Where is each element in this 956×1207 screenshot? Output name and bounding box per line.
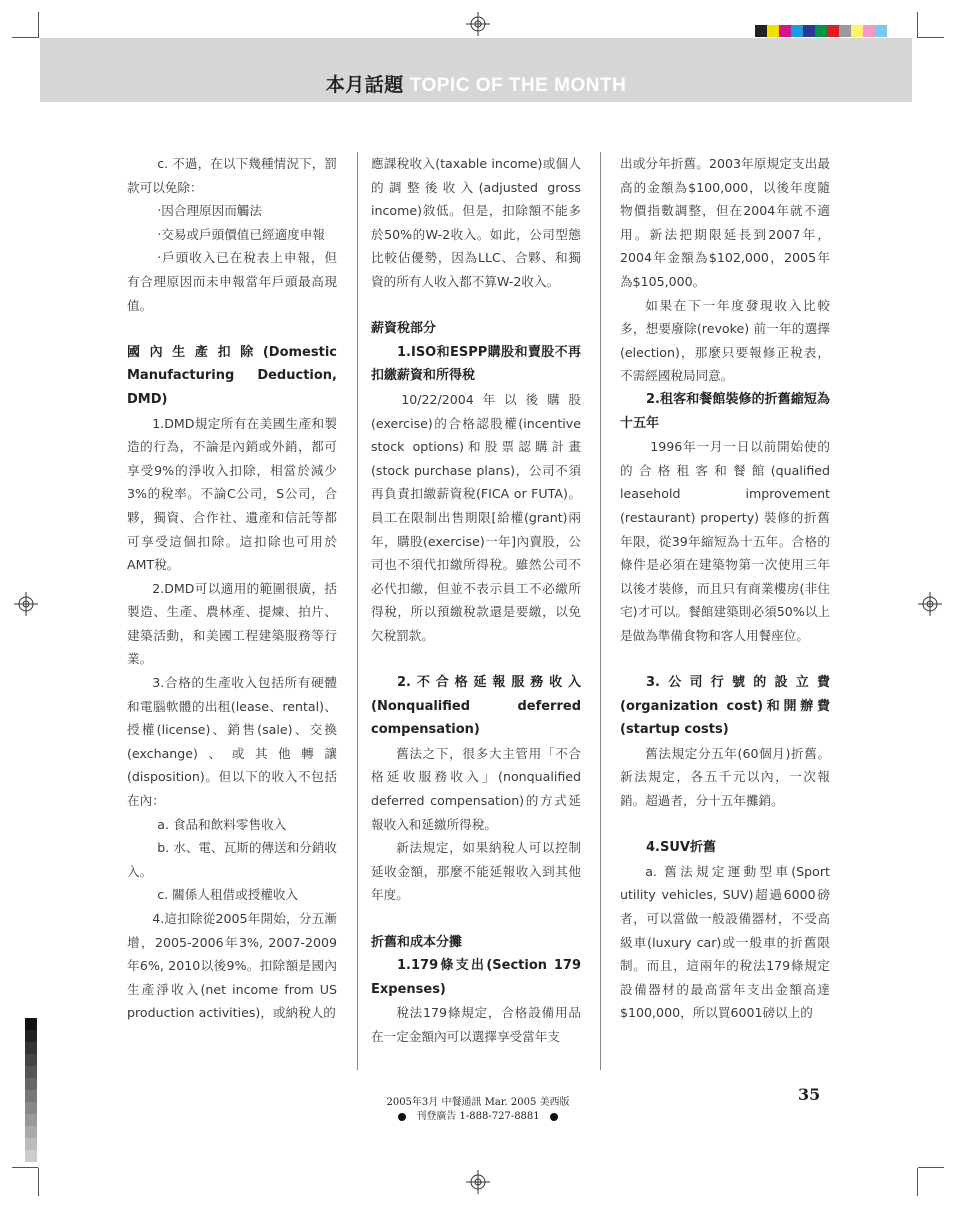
color-swatch <box>851 25 863 37</box>
paragraph-spacer <box>620 813 830 837</box>
paragraph: a. 食品和飲料零售收入 <box>157 816 287 832</box>
paragraph: 4.這扣除從2005年開始，分五漸增，2005-2006年3%, 2007-2009年6%, 2010以後9%。扣除額是國內生產淨收入(net income from US production activities)，或納稅人的 <box>127 911 337 1021</box>
paragraph: 應課稅收入(taxable income)或個人的調整後收入(adjusted gross income)敘低。但是，扣除額不能多於50%的W-2收入。如此，公司型態比較佔優勢，因為LLC、合夥、和獨資的所有人收入都不算W-2收入。 <box>371 156 581 289</box>
paragraph: 如果在下一年度發現收入比較多，想要廢除(revoke) 前一年的選擇(election)，那麼只要報修正稅表，不需經國稅局同意。 <box>620 297 830 384</box>
color-swatch <box>803 25 815 37</box>
section-title <box>40 70 912 97</box>
paragraph: 1996年一月一日以前開始使的的合格租客和餐館(qualified leasehold improvement (restaurant) property) 裝修的折舊年限，從39年縮短為十五年。合格的條件是必須在建築物第一次使用三年以後才裝修，而且只有商業樓房(非住宅)才可以。餐館建築則必須50%以上是做為準備食物和客人用餐座位。 <box>620 439 830 643</box>
section-heading: 折舊和成本分攤 <box>371 934 463 950</box>
page-number: 35 <box>798 1085 821 1104</box>
color-swatch <box>827 25 839 37</box>
paragraph: 3.合格的生產收入包括所有硬體和電腦軟體的出租(lease、rental)、授權(license)、銷售(sale)、交換(exchange)、或其他轉讓(disposition)。但以下的收入不包括在內： <box>127 675 337 809</box>
article-column-3 <box>620 152 830 1025</box>
paragraph-spacer <box>620 647 830 671</box>
color-calibration-bar <box>755 25 887 37</box>
paragraph: c. 關係人租借或授權收入 <box>157 887 299 903</box>
gray-swatch <box>25 1054 37 1066</box>
column-divider <box>600 152 601 1070</box>
registration-mark-icon <box>466 12 490 36</box>
color-swatch <box>755 25 767 37</box>
registration-mark-icon <box>14 592 38 616</box>
paragraph-spacer <box>127 317 337 341</box>
gray-swatch <box>25 1042 37 1054</box>
bullet-dot-icon <box>398 1113 406 1121</box>
paragraph: a. 舊法規定運動型車(Sport utility vehicles, SUV)超過6000磅者，可以當做一般設備器材，不受高級車(luxury car)或一般車的折舊限制。而且，這兩年的稅法179條規定設備器材的最高當年支出金額高達$100,000，所以買6001磅以上的 <box>620 863 830 1021</box>
section-heading: 1.179條支出(Section 179 Expenses) <box>371 958 581 997</box>
paragraph: 稅法179條規定，合格設備用品在一定金額內可以選擇享受當年支 <box>371 1005 581 1044</box>
registration-mark-icon <box>466 1170 490 1194</box>
paragraph-spacer <box>371 647 581 671</box>
crop-mark <box>38 12 39 38</box>
bullet-dot-icon <box>550 1113 558 1121</box>
gray-swatch <box>25 1066 37 1078</box>
footer-ad-line <box>0 1110 956 1124</box>
color-swatch <box>815 25 827 37</box>
section-heading: 薪資稅部分 <box>371 321 437 337</box>
crop-mark <box>918 37 944 38</box>
paragraph: 舊法規定分五年(60個月)折舊。新法規定，各五千元以內，一次報銷。超過者，分十五年攤銷。 <box>620 745 830 809</box>
paragraph: ‧交易或戶頭價值已經適度申報 <box>157 226 325 242</box>
gray-swatch <box>25 1030 37 1042</box>
crop-mark <box>917 1168 918 1196</box>
color-swatch <box>767 25 779 37</box>
paragraph: 2.DMD可以適用的範圍很廣，括製造、生產、農林產、提煉、拍片、建築活動，和美國工程建築服務等行業。 <box>127 580 337 667</box>
color-swatch <box>791 25 803 37</box>
footer-ad-text: 刊登廣告 1-888-727-8881 <box>416 1111 540 1122</box>
paragraph-spacer <box>371 294 581 318</box>
section-heading: 3.公司行號的設立費(organization cost)和開辦費(startup costs) <box>620 675 830 738</box>
crop-mark <box>918 1167 944 1168</box>
section-title-en: TOPIC OF THE MONTH <box>409 75 627 96</box>
paragraph: 10/22/2004年以後購股(exercise)的合格認股權(incentive stock options)和股票認購計畫(stock purchase plans)，公司不須再負責扣繳薪資稅(FICA or FUTA)。員工在限制出售期限[給權(grant)兩年，購股(exercise)一年]內賣股，公司也不須代扣繳所得稅。雖然公司不必代扣繳，但並不表示員工不必繳所得稅，所以預繳稅款還是要繳，以免欠稅罰款。 <box>371 391 581 643</box>
header-band <box>40 38 912 102</box>
section-heading: 國內生產扣除(Domestic Manufacturing Deduction, DMD) <box>127 344 337 407</box>
gray-swatch <box>25 1018 37 1030</box>
paragraph: b. 水、電、瓦斯的傳送和分銷收入。 <box>127 840 337 879</box>
section-heading: 1.ISO和ESPP購股和賣股不再扣繳薪資和所得稅 <box>371 344 581 384</box>
paragraph: 出或分年折舊。2003年原規定支出最高的金額為$100,000，以後年度隨物價指數調整，但在2004年就不適用。新法把期限延長到2007年，2004年金額為$102,000，2005年為$105,000。 <box>620 156 830 289</box>
paragraph: 新法規定，如果納稅人可以控制延收金額，那麼不能延報收入到其他年度。 <box>371 840 581 903</box>
column-divider <box>357 152 358 1070</box>
section-heading: 4.SUV折舊 <box>646 840 716 856</box>
footer-publication-line: 2005年3月 中餐通訊 Mar. 2005 美西版 <box>386 1097 570 1108</box>
section-heading: 2.租客和餐館裝修的折舊縮短為十五年 <box>620 391 830 431</box>
color-swatch <box>779 25 791 37</box>
color-swatch <box>875 25 887 37</box>
paragraph: ‧因合理原因而觸法 <box>157 203 262 219</box>
paragraph-spacer <box>371 907 581 931</box>
article-column-1 <box>127 152 337 1025</box>
color-swatch <box>839 25 851 37</box>
gray-swatch <box>25 1126 37 1138</box>
crop-mark <box>12 37 38 38</box>
paragraph: 舊法之下，很多大主管用「不合格延收服務收入」(nonqualified deferred compensation)的方式延報收入和延繳所得稅。 <box>371 745 581 832</box>
paragraph: ‧戶頭收入已在稅表上申報，但有合理原因而未申報當年戶頭最高現值。 <box>127 250 337 313</box>
registration-mark-icon <box>918 592 942 616</box>
grayscale-calibration-bar <box>25 1018 37 1162</box>
article-column-2 <box>371 152 581 1049</box>
color-swatch <box>863 25 875 37</box>
paragraph: c. 不過，在以下幾種情況下，罰款可以免除： <box>127 156 337 195</box>
crop-mark <box>917 12 918 38</box>
paragraph: 1.DMD規定所有在美國生產和製造的行為，不論是內銷或外銷，都可享受9%的淨收入扣除，相當於減少3%的稅率。不論C公司，S公司，合夥，獨資、合作社、遺產和信託等都可享受這個扣除。這扣除也可用於AMT稅。 <box>127 415 337 573</box>
gray-swatch <box>25 1150 37 1162</box>
crop-mark <box>12 1167 38 1168</box>
gray-swatch <box>25 1078 37 1090</box>
gray-swatch <box>25 1138 37 1150</box>
section-title-zh: 本月話題 <box>325 74 404 96</box>
section-heading: 2.不合格延報服務收入(Nonqualified deferred compensation) <box>371 675 581 738</box>
crop-mark <box>38 1168 39 1196</box>
